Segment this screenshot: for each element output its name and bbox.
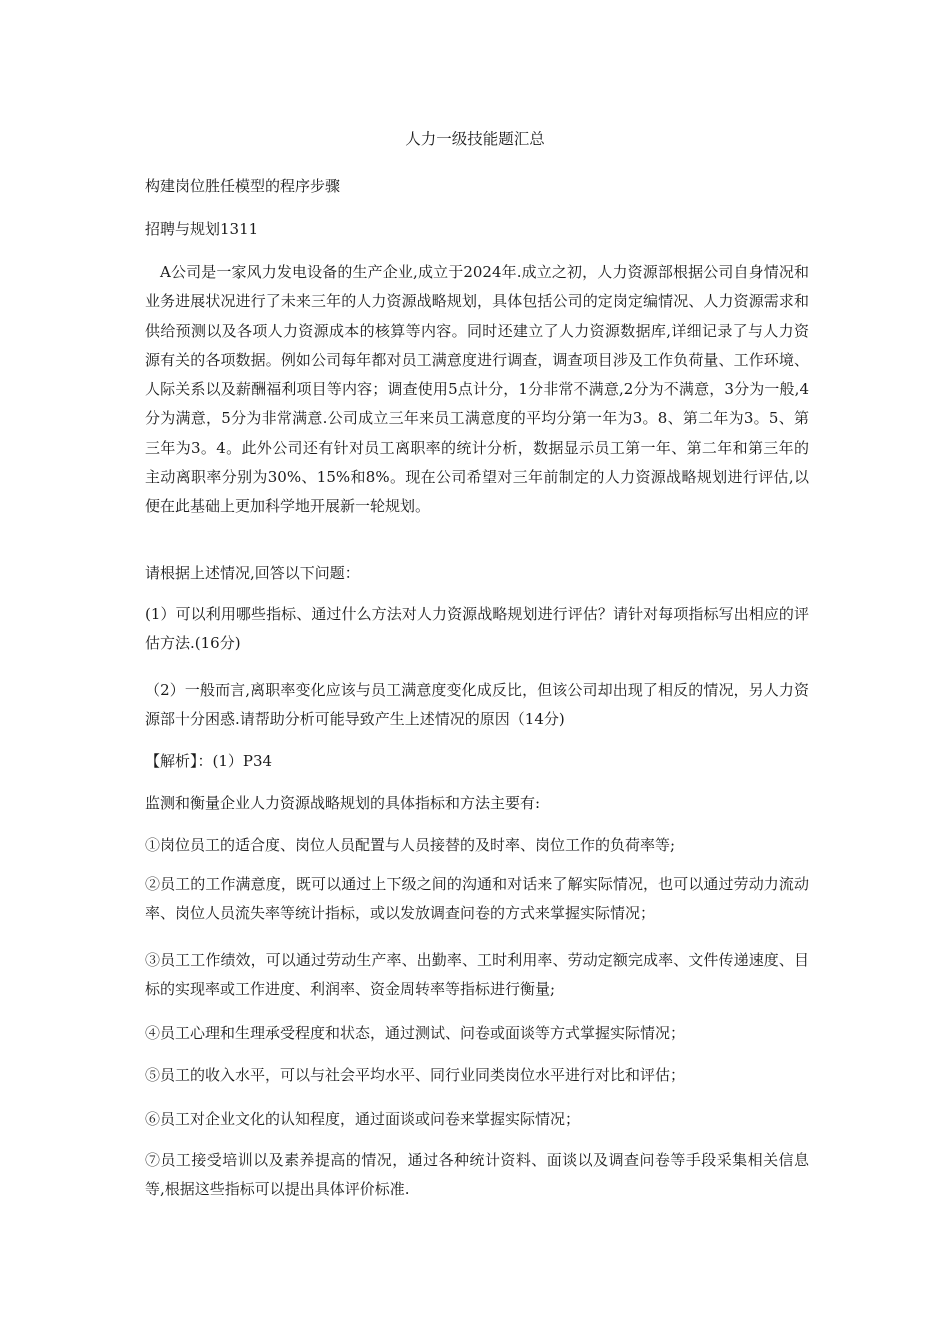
analysis-intro: 监测和衡量企业人力资源战略规划的具体指标和方法主要有: — [145, 794, 541, 812]
list-item: ⑦员工接受培训以及素养提高的情况，通过各种统计资料、面谈以及调查问卷等手段采集相关信息等,根据这些指标可以提出具体评价标准. — [145, 1151, 809, 1199]
list-item: ⑥员工对企业文化的认知程度，通过面谈或问卷来掌握实际情况； — [145, 1110, 581, 1128]
analysis-label: 【解析】：(1）P34 — [145, 752, 273, 770]
list-item: ④员工心理和生理承受程度和状态，通过测试、问卷或面谈等方式掌握实际情况； — [145, 1024, 686, 1042]
question-prompt: 请根据上述情况,回答以下问题： — [145, 564, 360, 582]
question-2: （2）一般而言,离职率变化应该与员工满意度变化成反比，但该公司却出现了相反的情况，另人力资源部十分困惑.请帮助分析可能导致产生上述情况的原因（14分) — [145, 681, 809, 729]
case-paragraph: A公司是一家风力发电设备的生产企业,成立于2024年.成立之初，人力资源部根据公司自身情况和业务进展状况进行了未来三年的人力资源战略规划，具体包括公司的定岗定编情况、人力资源需求和供给预测以及各项人力资源成本的核算等内容。同时还建立了人力资源数据库,详细记录了与人力资源有关的各项数据。例如公司每年都对员工满意度进行调查，调查项目涉及工作负荷量、工作环境、人际关系以及薪酬福利项目等内容；调查使用5点计分，1分非常不满意,2分为不满意，3分为一般,4分为满意，5分为非常满意.公司成立三年来员工满意度的平均分第一年为3。8、第二年为3。5、第三年为3。4。此外公司还有针对员工离职率的统计分析，数据显示员工第一年、第二年和第三年的主动离职率分别为30%、15%和8%。现在公司希望对三年前制定的人力资源战略规划进行评估,以便在此基础上更加科学地开展新一轮规划。 — [145, 263, 809, 516]
list-item: ③员工工作绩效，可以通过劳动生产率、出勤率、工时利用率、劳动定额完成率、文件传递速度、目标的实现率或工作进度、利润率、资金周转率等指标进行衡量; — [145, 951, 809, 999]
question-1: (1）可以利用哪些指标、通过什么方法对人力资源战略规划进行评估？请针对每项指标写出相应的评估方法.(16分) — [145, 605, 809, 653]
list-item: ②员工的工作满意度，既可以通过上下级之间的沟通和对话来了解实际情况，也可以通过劳动力流动率、岗位人员流失率等统计指标，或以发放调查问卷的方式来掌握实际情况； — [145, 875, 809, 923]
section-subheading: 招聘与规划1311 — [145, 220, 259, 238]
list-item: ⑤员工的收入水平，可以与社会平均水平、同行业同类岗位水平进行对比和评估； — [145, 1066, 686, 1084]
document-title: 人力一级技能题汇总 — [405, 130, 545, 148]
section-heading: 构建岗位胜任模型的程序步骤 — [145, 177, 341, 195]
list-item: ①岗位员工的适合度、岗位人员配置与人员接替的及时率、岗位工作的负荷率等; — [145, 836, 676, 854]
